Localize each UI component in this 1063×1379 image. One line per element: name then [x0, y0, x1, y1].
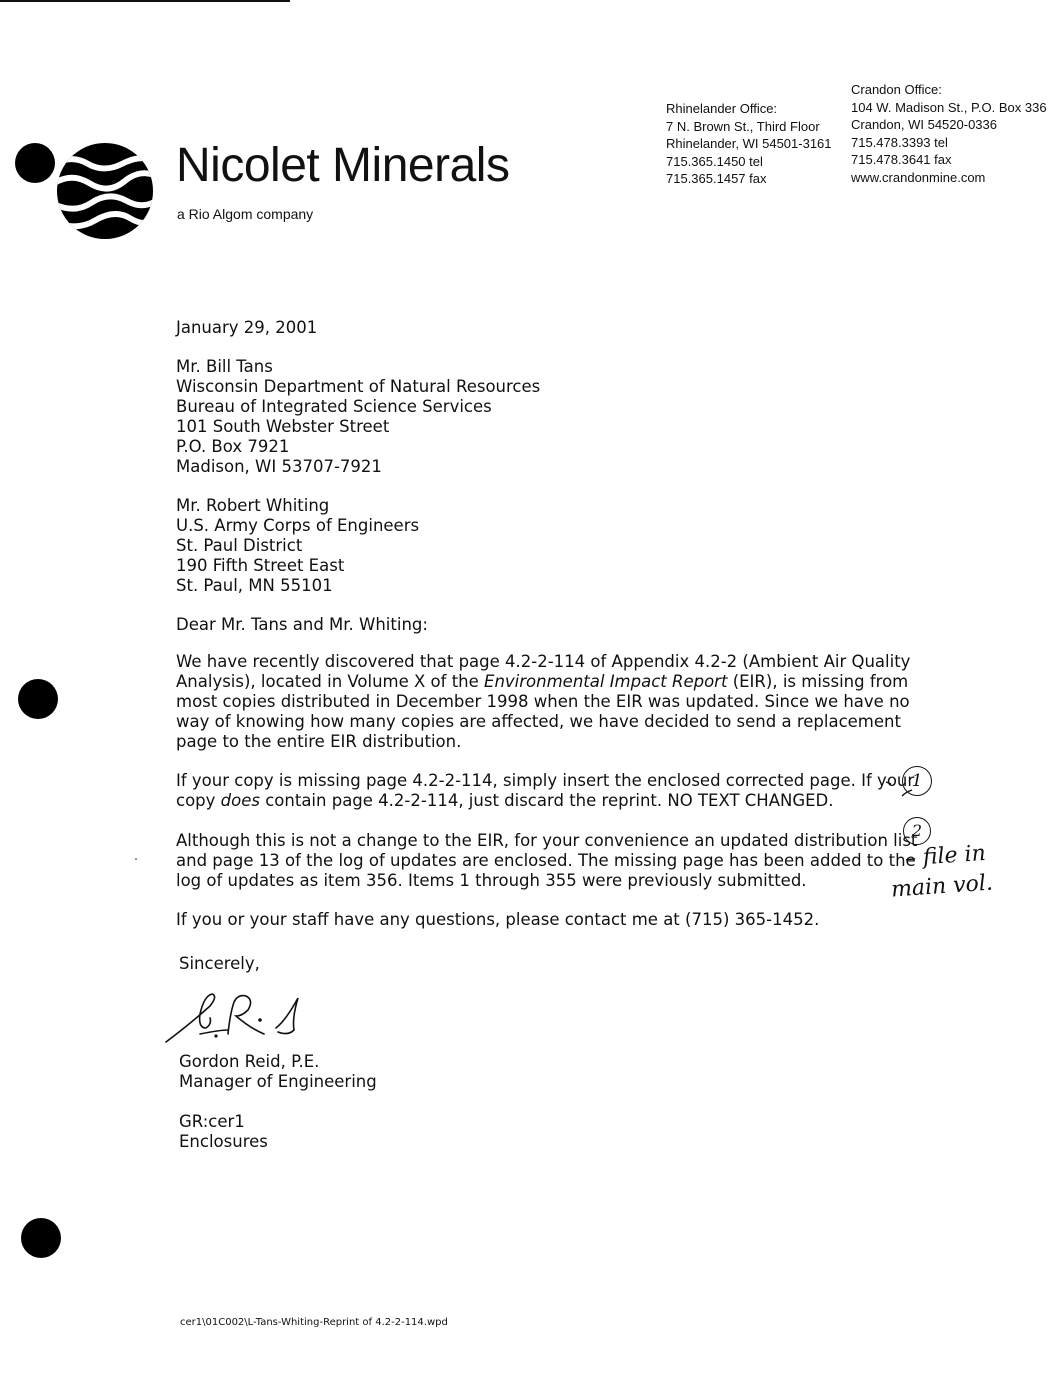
- address-line: Crandon Office:: [851, 82, 942, 97]
- typist-initials: GR:cer1: [179, 1112, 245, 1131]
- paragraph-line: We have recently discovered that page 4.2-2-114 of Appendix 4.2-2 (Ambient Air Quality: [176, 652, 911, 671]
- company-tagline: a Rio Algom company: [177, 206, 314, 222]
- address-line: P.O. Box 7921: [176, 437, 290, 456]
- paragraph-4: If you or your staff have any questions, please contact me at (715) 365-1452.: [176, 910, 820, 929]
- emphasis-word: does: [220, 791, 260, 810]
- paragraph-3: [176, 831, 917, 891]
- nicolet-logo-icon: [56, 142, 154, 240]
- address-line: Madison, WI 53707-7921: [176, 457, 382, 476]
- paragraph-line: most copies distributed in December 1998 when the EIR was updated. Since we have no: [176, 692, 910, 711]
- address-line: Rhinelander Office:: [666, 101, 778, 116]
- fax-line: 715.365.1457 fax: [666, 171, 767, 186]
- scan-edge-line: [0, 0, 290, 2]
- recipient-address-1: [176, 357, 540, 477]
- rhinelander-office-address: [666, 100, 832, 188]
- address-line: Mr. Robert Whiting: [176, 496, 330, 515]
- scan-speck: [135, 858, 137, 860]
- paragraph-line: If your copy is missing page 4.2-2-114, simply insert the enclosed corrected page. If your: [176, 771, 915, 790]
- binder-hole-top: [15, 143, 55, 183]
- paragraph-line: way of knowing how many copies are affected, we have decided to send a replacement: [176, 712, 901, 731]
- paragraph-line: Although this is not a change to the EIR, for your convenience an updated distribution list: [176, 831, 918, 850]
- address-line: 7 N. Brown St., Third Floor: [666, 118, 820, 134]
- address-line: St. Paul, MN 55101: [176, 576, 333, 595]
- signer-name: Gordon Reid, P.E.: [179, 1052, 320, 1071]
- text-span: (EIR), is missing from: [727, 672, 909, 691]
- address-line: 101 South Webster Street: [176, 417, 390, 436]
- salutation: Dear Mr. Tans and Mr. Whiting:: [176, 615, 428, 634]
- paragraph-line: and page 13 of the log of updates are enclosed. The missing page has been added to the: [176, 851, 916, 870]
- signer-title: Manager of Engineering: [179, 1072, 377, 1091]
- address-line: Wisconsin Department of Natural Resources: [176, 377, 541, 396]
- phone-line: 715.478.3393 tel: [851, 134, 948, 150]
- paragraph-line: page to the entire EIR distribution.: [176, 732, 462, 751]
- note-line: main vol.: [890, 870, 994, 903]
- text-span: Analysis), located in Volume X of the: [176, 672, 485, 691]
- company-name: Nicolet Minerals: [176, 139, 510, 192]
- phone-line: 715.365.1450 tel: [666, 153, 763, 169]
- paragraph-2: [176, 771, 914, 811]
- website-line: www.crandonmine.com: [851, 169, 986, 185]
- handwritten-tick: [884, 778, 916, 800]
- binder-hole-bottom: [21, 1218, 61, 1258]
- report-title: Environmental Impact Report: [484, 672, 728, 691]
- recipient-address-2: [176, 496, 419, 596]
- binder-hole-middle: [18, 679, 58, 719]
- address-line: Mr. Bill Tans: [176, 357, 273, 376]
- address-line: U.S. Army Corps of Engineers: [176, 516, 420, 535]
- mark-number: 2: [911, 821, 923, 840]
- file-path-footer: cer1\01C002\L-Tans-Whiting-Reprint of 4.2-2-114.wpd: [180, 1317, 448, 1328]
- paragraph-line: [176, 672, 910, 692]
- handwritten-mark-2: [903, 817, 931, 845]
- text-span: copy: [176, 791, 221, 810]
- paragraph-1: [176, 652, 910, 752]
- address-line: 190 Fifth Street East: [176, 556, 345, 575]
- text-span: contain page 4.2-2-114, just discard the reprint. NO TEXT CHANGED.: [259, 791, 834, 810]
- reference-block: [179, 1112, 268, 1152]
- note-line: – file in: [904, 840, 987, 872]
- letter-date: January 29, 2001: [176, 318, 318, 337]
- address-line: Crandon, WI 54520-0336: [851, 117, 997, 132]
- crandon-office-address: [851, 81, 1047, 186]
- paragraph-line: [176, 791, 914, 811]
- paragraph-line: log of updates as item 356. Items 1 through 355 were previously submitted.: [176, 871, 807, 890]
- address-line: Rhinelander, WI 54501-3161: [666, 136, 832, 151]
- signer-block: [179, 1052, 377, 1092]
- address-line: 104 W. Madison St., P.O. Box 336: [851, 99, 1047, 115]
- address-line: St. Paul District: [176, 536, 303, 555]
- handwritten-signature: [160, 984, 320, 1046]
- handwritten-note: [890, 839, 994, 905]
- mark-number: 1: [911, 771, 923, 791]
- fax-line: 715.478.3641 fax: [851, 152, 952, 167]
- enclosures-note: Enclosures: [179, 1132, 268, 1151]
- address-line: Bureau of Integrated Science Services: [176, 397, 492, 416]
- closing: Sincerely,: [179, 954, 260, 973]
